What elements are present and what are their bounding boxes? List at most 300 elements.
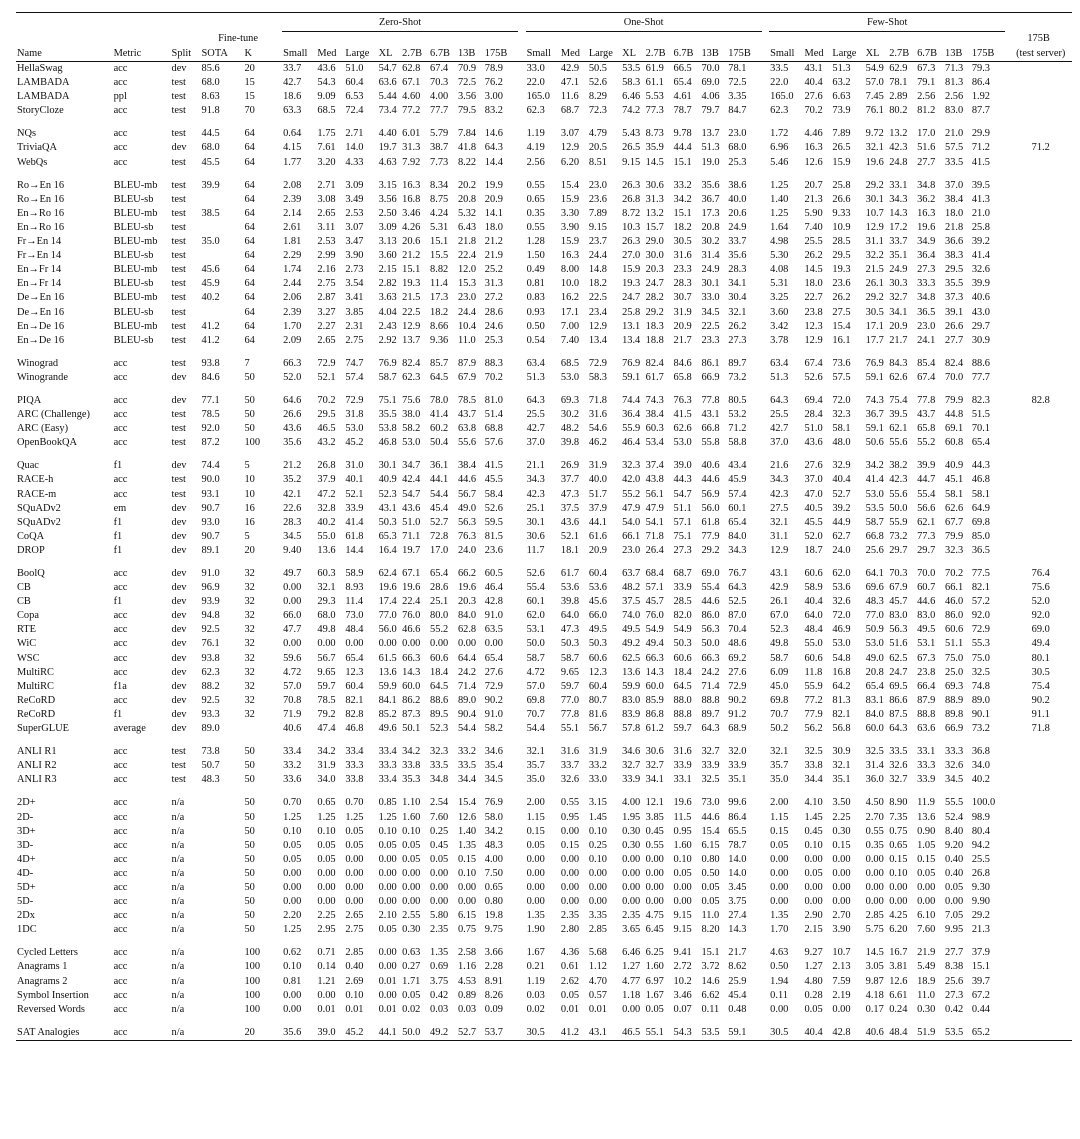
few-shot-value: 66.4 bbox=[917, 680, 936, 692]
zero-shot-value: 24.2 bbox=[457, 666, 477, 678]
test-server-value bbox=[1009, 759, 1072, 773]
few-shot-value: 66.1 bbox=[945, 582, 964, 594]
few-shot-value: 35.1 bbox=[832, 774, 851, 786]
few-shot-value: 89.0 bbox=[971, 694, 990, 706]
zero-shot-value: 0.00 bbox=[457, 638, 477, 650]
few-shot-value: 3.78 bbox=[770, 334, 789, 346]
few-shot-value: 21.0 bbox=[945, 128, 964, 140]
few-shot-value: 39.5 bbox=[889, 409, 908, 421]
few-shot-value: 0.00 bbox=[865, 896, 884, 908]
one-shot-value: 0.00 bbox=[645, 853, 664, 865]
one-shot-value: 30.6 bbox=[645, 746, 664, 758]
few-shot-value: 53.0 bbox=[865, 488, 884, 500]
zero-shot-value: 32.3 bbox=[430, 746, 449, 758]
one-shot-value: 8.73 bbox=[645, 128, 664, 140]
one-shot-value: 0.00 bbox=[622, 881, 641, 893]
few-shot-value: 52.3 bbox=[770, 624, 789, 636]
split-cell: dev bbox=[171, 680, 187, 692]
few-shot-value: 32.5 bbox=[865, 746, 884, 758]
few-shot-value: 60.6 bbox=[804, 568, 823, 579]
one-shot-value: 0.25 bbox=[588, 839, 607, 851]
zero-shot-value: 65.3 bbox=[378, 530, 397, 542]
few-shot-value: 5.75 bbox=[865, 924, 884, 936]
metric-cell: average bbox=[113, 723, 146, 735]
zero-shot-value: 18.2 bbox=[430, 306, 449, 318]
one-shot-value: 65.4 bbox=[728, 516, 747, 528]
one-shot-value: 0.45 bbox=[645, 825, 664, 837]
zero-shot-value: 54.7 bbox=[378, 63, 397, 74]
one-shot-value: 40.0 bbox=[588, 474, 607, 486]
col-size-header-few: 2.7B bbox=[888, 46, 916, 62]
zero-shot-value: 4.63 bbox=[378, 156, 397, 168]
zero-shot-value: 68.8 bbox=[484, 423, 503, 435]
few-shot-value: 53.5 bbox=[944, 1026, 971, 1041]
zero-shot-value: 2.39 bbox=[283, 306, 302, 318]
few-shot-value: 29.2 bbox=[865, 179, 884, 191]
zero-shot-value: 63.3 bbox=[283, 105, 302, 117]
few-shot-value: 28.5 bbox=[832, 236, 851, 248]
few-shot-value: 24.7 bbox=[889, 666, 908, 678]
zero-shot-value: 46.6 bbox=[402, 624, 421, 636]
one-shot-value: 32.7 bbox=[645, 760, 664, 772]
zero-shot-value: 60.0 bbox=[402, 680, 421, 692]
few-shot-value: 12.6 bbox=[804, 156, 823, 168]
one-shot-value: 77.3 bbox=[645, 105, 664, 117]
one-shot-value: 26.3 bbox=[622, 236, 641, 248]
metric-cell: acc bbox=[113, 694, 128, 706]
zero-shot-value: 8.66 bbox=[430, 320, 449, 332]
few-shot-value: 6.96 bbox=[770, 142, 789, 154]
zero-shot-value: 54.3 bbox=[317, 77, 336, 89]
zero-shot-value: 27.6 bbox=[484, 666, 503, 678]
zero-shot-value: 65.4 bbox=[345, 652, 364, 664]
zero-shot-value: 53.0 bbox=[402, 437, 421, 449]
zero-shot-value: 15.5 bbox=[430, 250, 449, 262]
few-shot-value: 1.40 bbox=[770, 193, 789, 205]
zero-shot-value: 13.6 bbox=[378, 666, 397, 678]
one-shot-value: 57.1 bbox=[645, 582, 664, 594]
few-shot-value: 67.9 bbox=[889, 582, 908, 594]
few-shot-value: 71.2 bbox=[971, 142, 990, 154]
one-shot-value: 39.8 bbox=[560, 437, 580, 449]
zero-shot-value: 47.4 bbox=[317, 723, 336, 735]
one-shot-value: 0.55 bbox=[526, 179, 545, 191]
sota-cell: 39.9 bbox=[201, 179, 220, 191]
zero-shot-value: 3.47 bbox=[345, 236, 364, 248]
zero-shot-value: 85.2 bbox=[378, 708, 397, 720]
one-shot-value: 89.7 bbox=[701, 708, 720, 720]
metric-cell: acc bbox=[113, 774, 128, 786]
one-shot-value: 6.25 bbox=[645, 947, 664, 959]
few-shot-value: 53.5 bbox=[865, 502, 884, 514]
table-row bbox=[16, 488, 1072, 502]
few-shot-value: 43.1 bbox=[770, 568, 789, 579]
zero-shot-value: 41.5 bbox=[484, 460, 503, 472]
table-row bbox=[16, 459, 1072, 473]
few-shot-value: 69.8 bbox=[770, 694, 789, 706]
zero-shot-value: 12.3 bbox=[345, 666, 364, 678]
one-shot-value: 3.30 bbox=[560, 207, 580, 219]
one-shot-value: 71.2 bbox=[728, 423, 747, 435]
few-shot-value: 94.2 bbox=[971, 839, 990, 851]
one-shot-value: 61.1 bbox=[645, 77, 664, 89]
one-shot-value: 1.35 bbox=[526, 910, 545, 922]
k-cell: 64 bbox=[244, 156, 255, 168]
one-shot-value: 23.4 bbox=[588, 306, 607, 318]
zero-shot-value: 0.00 bbox=[283, 1003, 302, 1015]
task-name: ReCoRD bbox=[17, 694, 56, 706]
one-shot-value: 69.8 bbox=[526, 694, 545, 706]
few-shot-value: 30.3 bbox=[889, 278, 908, 290]
few-shot-value: 87.9 bbox=[917, 694, 936, 706]
k-cell: 50 bbox=[244, 760, 255, 772]
one-shot-value: 57.8 bbox=[622, 723, 641, 735]
table-row bbox=[16, 680, 1072, 694]
one-shot-value: 1.19 bbox=[526, 975, 545, 987]
zero-shot-value: 19.9 bbox=[484, 179, 503, 191]
metric-cell: acc bbox=[113, 652, 128, 664]
one-shot-value: 1.90 bbox=[526, 924, 545, 936]
zero-shot-value: 72.9 bbox=[484, 680, 503, 692]
one-shot-value: 61.7 bbox=[645, 371, 664, 383]
task-name: BoolQ bbox=[17, 568, 45, 579]
zero-shot-value: 35.3 bbox=[402, 774, 421, 786]
table-row bbox=[16, 773, 1072, 787]
zero-shot-value: 3.07 bbox=[345, 221, 364, 233]
one-shot-value: 53.6 bbox=[588, 582, 607, 594]
one-shot-value: 0.54 bbox=[526, 334, 545, 346]
one-shot-value: 1.45 bbox=[588, 811, 607, 823]
k-cell: 64 bbox=[244, 334, 255, 346]
metric-cell: BLEU-mb bbox=[113, 179, 158, 191]
zero-shot-value: 45.2 bbox=[345, 437, 364, 449]
zero-shot-value: 71.9 bbox=[283, 708, 302, 720]
k-cell: 5 bbox=[244, 530, 250, 542]
few-shot-value: 21.3 bbox=[804, 193, 823, 205]
one-shot-value: 50.3 bbox=[588, 638, 607, 650]
few-shot-value: 32.6 bbox=[945, 760, 964, 772]
few-shot-value: 51.9 bbox=[916, 1026, 944, 1041]
one-shot-value: 60.6 bbox=[673, 652, 692, 664]
zero-shot-value: 0.00 bbox=[345, 853, 364, 865]
section-spacer bbox=[16, 937, 1072, 946]
one-shot-value: 62.0 bbox=[526, 610, 545, 622]
zero-shot-value: 33.3 bbox=[378, 760, 397, 772]
one-shot-value: 9.78 bbox=[673, 128, 692, 140]
one-shot-value: 40.0 bbox=[728, 193, 747, 205]
one-shot-value: 62.5 bbox=[622, 652, 641, 664]
few-shot-value: 9.72 bbox=[865, 128, 884, 140]
few-shot-value: 76.1 bbox=[865, 105, 884, 117]
few-shot-value: 41.3 bbox=[971, 193, 990, 205]
zero-shot-value: 0.03 bbox=[457, 1003, 477, 1015]
one-shot-value: 0.07 bbox=[673, 1003, 692, 1015]
task-name: Ro→En 16 bbox=[17, 193, 65, 205]
one-shot-value: 57.0 bbox=[526, 680, 545, 692]
one-shot-value: 0.93 bbox=[526, 306, 545, 318]
one-shot-value: 9.15 bbox=[622, 156, 641, 168]
zero-shot-value: 52.6 bbox=[484, 502, 503, 514]
zero-shot-value: 1.77 bbox=[283, 156, 302, 168]
one-shot-value: 20.9 bbox=[588, 544, 607, 556]
few-shot-value: 26.5 bbox=[832, 142, 851, 154]
split-cell: test bbox=[171, 746, 186, 758]
few-shot-value: 67.7 bbox=[945, 516, 964, 528]
few-shot-value: 0.00 bbox=[804, 881, 823, 893]
few-shot-value: 6.20 bbox=[889, 924, 908, 936]
zero-shot-value: 29.5 bbox=[317, 409, 336, 421]
metric-cell: acc bbox=[113, 924, 128, 936]
zero-shot-value: 0.25 bbox=[430, 825, 449, 837]
few-shot-value: 64.9 bbox=[971, 502, 990, 514]
sota-cell: 93.8 bbox=[201, 357, 220, 369]
metric-cell: BLEU-mb bbox=[113, 236, 158, 248]
one-shot-value: 46.2 bbox=[588, 437, 607, 449]
one-shot-value: 4.75 bbox=[645, 910, 664, 922]
zero-shot-value: 0.10 bbox=[283, 961, 302, 973]
one-shot-value: 15.1 bbox=[673, 207, 692, 219]
sota-cell bbox=[201, 1026, 244, 1041]
one-shot-value: 72.3 bbox=[588, 105, 607, 117]
one-shot-value: 0.65 bbox=[526, 193, 545, 205]
few-shot-value: 1.45 bbox=[804, 811, 823, 823]
few-shot-value: 62.6 bbox=[889, 371, 908, 383]
one-shot-value: 13.4 bbox=[588, 334, 607, 346]
table-row bbox=[16, 62, 1072, 77]
zero-shot-value: 49.0 bbox=[457, 502, 477, 514]
zero-shot-value: 18.4 bbox=[430, 666, 449, 678]
few-shot-value: 45.1 bbox=[945, 474, 964, 486]
one-shot-value: 84.7 bbox=[728, 105, 747, 117]
zero-shot-value: 63.8 bbox=[457, 423, 477, 435]
zero-shot-value: 63.6 bbox=[378, 77, 397, 89]
zero-shot-value: 19.6 bbox=[402, 582, 421, 594]
test-server-value bbox=[1009, 207, 1072, 221]
zero-shot-value: 60.6 bbox=[430, 652, 449, 664]
zero-shot-value: 19.8 bbox=[484, 910, 503, 922]
col-split-header: Split bbox=[171, 46, 201, 62]
table-row bbox=[16, 960, 1072, 974]
one-shot-value: 27.3 bbox=[673, 544, 692, 556]
zero-shot-value: 70.2 bbox=[317, 394, 336, 406]
split-cell: dev bbox=[171, 596, 187, 608]
few-shot-value: 69.1 bbox=[945, 423, 964, 435]
one-shot-value: 35.1 bbox=[728, 774, 747, 786]
few-shot-value: 7.59 bbox=[832, 975, 851, 987]
few-shot-value: 55.9 bbox=[889, 516, 908, 528]
table-row bbox=[16, 567, 1072, 581]
one-shot-value: 73.2 bbox=[728, 371, 747, 383]
zero-shot-value: 0.15 bbox=[457, 853, 477, 865]
split-cell: n/a bbox=[171, 881, 185, 893]
table-row bbox=[16, 708, 1072, 722]
one-shot-value: 0.30 bbox=[622, 839, 641, 851]
few-shot-value: 58.1 bbox=[971, 488, 990, 500]
one-shot-value: 57.1 bbox=[673, 516, 692, 528]
one-shot-value: 3.46 bbox=[673, 989, 692, 1001]
few-shot-value: 17.7 bbox=[865, 334, 884, 346]
zero-shot-value: 60.2 bbox=[430, 423, 449, 435]
few-shot-value: 16.3 bbox=[804, 142, 823, 154]
one-shot-value: 49.5 bbox=[622, 624, 641, 636]
one-shot-value: 81.6 bbox=[588, 708, 607, 720]
col-test-server-header: (test server) bbox=[1009, 46, 1072, 62]
one-shot-value: 77.8 bbox=[560, 708, 580, 720]
table-row bbox=[16, 408, 1072, 422]
zero-shot-value: 0.05 bbox=[378, 839, 397, 851]
few-shot-value: 2.25 bbox=[832, 811, 851, 823]
few-shot-value: 2.70 bbox=[865, 811, 884, 823]
few-shot-value: 23.8 bbox=[917, 666, 936, 678]
one-shot-value: 36.7 bbox=[701, 193, 720, 205]
zero-shot-value: 84.0 bbox=[457, 610, 477, 622]
zero-shot-value: 0.42 bbox=[430, 989, 449, 1001]
few-shot-value: 33.7 bbox=[889, 236, 908, 248]
few-shot-value: 62.9 bbox=[889, 63, 908, 74]
zero-shot-value: 80.0 bbox=[430, 610, 449, 622]
one-shot-value: 51.3 bbox=[701, 142, 720, 154]
one-shot-value: 37.5 bbox=[560, 502, 580, 514]
zero-shot-value: 1.25 bbox=[283, 924, 302, 936]
one-shot-value: 2.35 bbox=[622, 910, 641, 922]
zero-shot-value: 68.0 bbox=[317, 610, 336, 622]
few-shot-value: 39.9 bbox=[917, 460, 936, 472]
zero-shot-value: 89.0 bbox=[457, 694, 477, 706]
test-server-size-label: 175B bbox=[1027, 32, 1050, 44]
few-shot-value: 40.9 bbox=[945, 460, 964, 472]
zero-shot-value: 0.09 bbox=[484, 1003, 503, 1015]
few-shot-value: 86.4 bbox=[971, 77, 990, 89]
task-name: OpenBookQA bbox=[17, 437, 78, 449]
one-shot-value: 0.15 bbox=[560, 839, 580, 851]
table-row bbox=[16, 722, 1072, 736]
few-shot-value: 35.5 bbox=[945, 278, 964, 290]
one-shot-value: 0.00 bbox=[622, 867, 641, 879]
col-name-header: Name bbox=[16, 46, 113, 62]
zero-shot-value: 0.00 bbox=[317, 881, 336, 893]
k-cell: 20 bbox=[243, 1026, 275, 1041]
task-name: 4D- bbox=[17, 867, 34, 879]
few-shot-value: 27.7 bbox=[945, 334, 964, 346]
zero-shot-value: 67.1 bbox=[402, 77, 421, 89]
task-name: Quac bbox=[17, 460, 39, 472]
zero-shot-value: 0.14 bbox=[317, 961, 336, 973]
zero-shot-value: 3.66 bbox=[484, 947, 503, 959]
table-header bbox=[16, 13, 1072, 62]
zero-shot-value: 23.0 bbox=[457, 292, 477, 304]
col-size-header-few: 175B bbox=[971, 46, 1005, 62]
one-shot-value: 15.1 bbox=[701, 947, 720, 959]
zero-shot-value: 0.89 bbox=[457, 989, 477, 1001]
zero-shot-value: 7.73 bbox=[430, 156, 449, 168]
table-row bbox=[16, 334, 1072, 348]
col-size-header-zero: 175B bbox=[484, 46, 518, 62]
few-shot-value: 22.0 bbox=[770, 77, 789, 89]
test-server-value bbox=[1009, 960, 1072, 974]
zero-shot-value: 21.5 bbox=[402, 292, 421, 304]
few-shot-value: 62.1 bbox=[889, 423, 908, 435]
one-shot-value: 86.8 bbox=[645, 708, 664, 720]
few-shot-value: 30.9 bbox=[832, 746, 851, 758]
few-shot-value: 83.0 bbox=[889, 610, 908, 622]
col-size-header-few: Med bbox=[803, 46, 831, 62]
few-shot-value: 32.5 bbox=[804, 746, 823, 758]
k-cell: 64 bbox=[244, 193, 255, 205]
task-name: En→Fr 14 bbox=[17, 264, 62, 276]
zero-shot-value: 1.25 bbox=[378, 811, 397, 823]
zero-shot-value: 3.54 bbox=[345, 278, 364, 290]
zero-shot-value: 40.2 bbox=[317, 516, 336, 528]
results-table-container bbox=[16, 12, 1072, 1041]
zero-shot-value: 3.08 bbox=[317, 193, 336, 205]
group-one-shot: One-Shot bbox=[526, 13, 762, 32]
one-shot-value: 25.1 bbox=[526, 502, 545, 514]
one-shot-value: 29.2 bbox=[701, 544, 720, 556]
zero-shot-value: 58.9 bbox=[345, 568, 364, 579]
k-cell: 50 bbox=[244, 811, 255, 823]
zero-shot-value: 82.8 bbox=[345, 708, 364, 720]
few-shot-value: 14.5 bbox=[804, 264, 823, 276]
sota-cell: 38.5 bbox=[201, 207, 220, 219]
few-shot-value: 9.87 bbox=[865, 975, 884, 987]
test-server-value: 75.6 bbox=[1031, 582, 1050, 594]
one-shot-value: 28.3 bbox=[728, 264, 747, 276]
test-server-value bbox=[1009, 422, 1072, 436]
few-shot-value: 88.8 bbox=[917, 708, 936, 720]
one-shot-value: 32.7 bbox=[701, 746, 720, 758]
one-shot-value: 34.5 bbox=[701, 306, 720, 318]
few-shot-value: 70.0 bbox=[945, 371, 964, 383]
zero-shot-value: 21.8 bbox=[457, 236, 477, 248]
few-shot-value: 4.18 bbox=[865, 989, 884, 1001]
task-name: 3D+ bbox=[17, 825, 36, 837]
few-shot-value: 40.6 bbox=[865, 1026, 889, 1041]
sota-cell: 93.1 bbox=[201, 488, 220, 500]
one-shot-value: 16.2 bbox=[560, 292, 580, 304]
task-name: MultiRC bbox=[17, 680, 54, 692]
test-server-value bbox=[1009, 895, 1072, 909]
zero-shot-value: 0.00 bbox=[457, 881, 477, 893]
col-size-header-one: XL bbox=[621, 46, 645, 62]
sota-cell bbox=[201, 1003, 244, 1017]
few-shot-value: 62.0 bbox=[832, 568, 851, 579]
one-shot-value: 11.6 bbox=[560, 91, 579, 103]
one-shot-value: 28.2 bbox=[645, 292, 664, 304]
task-name: WiC bbox=[17, 638, 37, 650]
zero-shot-value: 57.4 bbox=[345, 371, 364, 383]
one-shot-value: 26.8 bbox=[622, 193, 641, 205]
one-shot-value: 17.3 bbox=[701, 207, 720, 219]
one-shot-value: 4.36 bbox=[560, 947, 580, 959]
split-cell: test bbox=[171, 91, 186, 103]
few-shot-value: 30.1 bbox=[865, 193, 884, 205]
zero-shot-value: 0.10 bbox=[402, 825, 421, 837]
table-row bbox=[16, 235, 1072, 249]
zero-shot-value: 82.4 bbox=[402, 357, 421, 369]
few-shot-value: 0.10 bbox=[804, 839, 823, 851]
one-shot-value: 84.0 bbox=[728, 530, 747, 542]
few-shot-value: 0.30 bbox=[917, 1003, 936, 1015]
few-shot-value: 33.3 bbox=[917, 278, 936, 290]
one-shot-value: 27.4 bbox=[728, 910, 747, 922]
one-shot-value: 33.7 bbox=[728, 236, 747, 248]
sota-cell: 41.2 bbox=[201, 334, 220, 346]
few-shot-value: 46.0 bbox=[945, 596, 964, 608]
table-row bbox=[16, 306, 1072, 320]
one-shot-value: 56.0 bbox=[701, 502, 720, 514]
zero-shot-value: 6.53 bbox=[345, 91, 364, 103]
one-shot-value: 0.00 bbox=[645, 896, 664, 908]
